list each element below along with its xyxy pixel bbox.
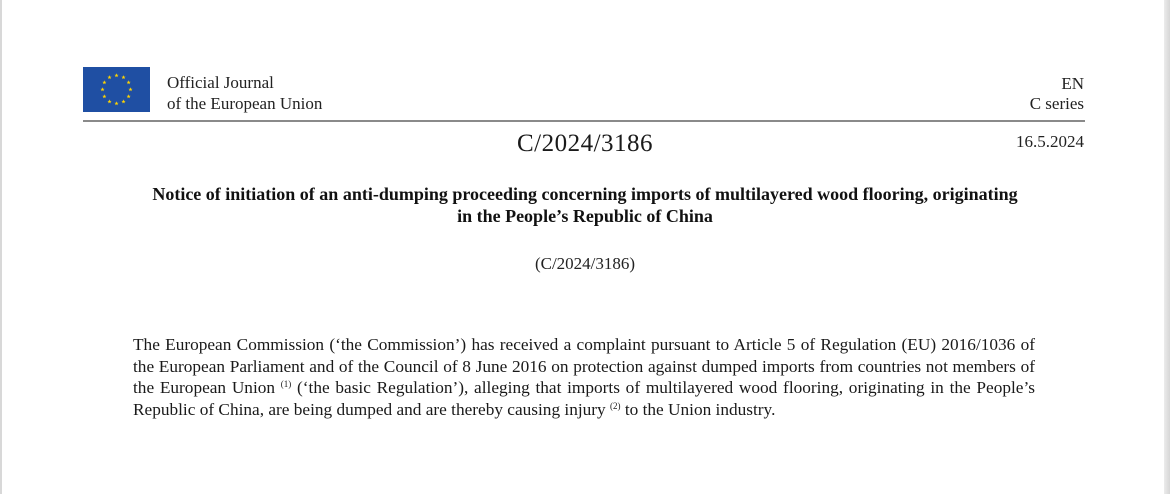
- flag-star: [121, 75, 125, 79]
- body-text-part-1: The European Commission (‘the Commission’) has received a complaint pursuant to Article 5 of Regulation (EU) 2016/1036 of the European Parliament and of the Council of 8 June 2016 on protection against dumped imports from countries not members of the European Union: [133, 335, 1035, 397]
- flag-star: [114, 73, 118, 77]
- notice-reference: (C/2024/3186): [534, 254, 636, 273]
- journal-title-line-2: of the European Union: [167, 94, 323, 113]
- notice-title: Notice of initiation of an anti-dumping proceeding concerning imports of multilayered wood flooring, originating in the People’s Republic of China: [152, 184, 1018, 226]
- page-edge-right: [1164, 0, 1170, 494]
- language-code: EN: [1061, 74, 1084, 93]
- body-text-part-2: (‘the basic Regulation’), alleging that imports of multilayered wood flooring, originating in the People’s Republic of China, are being dumped and are thereby causing injury: [133, 378, 1035, 419]
- publication-date: 16.5.2024: [1016, 132, 1084, 151]
- eu-flag-icon: [83, 67, 150, 112]
- flag-star: [102, 80, 106, 84]
- page-edge-left: [0, 0, 2, 494]
- body-paragraph: [133, 334, 1035, 420]
- header-divider: [83, 120, 1085, 122]
- footnote-ref-1[interactable]: (1): [280, 379, 292, 389]
- series-label: C series: [1029, 94, 1084, 113]
- footnote-ref-2[interactable]: (2): [610, 400, 621, 411]
- flag-star: [102, 94, 106, 98]
- flag-star: [127, 80, 131, 84]
- journal-title: [167, 72, 322, 114]
- journal-title-line-1: Official Journal: [167, 73, 274, 92]
- flag-star: [128, 87, 132, 91]
- flag-star: [107, 99, 111, 103]
- flag-star: [127, 94, 131, 98]
- flag-star: [107, 75, 111, 79]
- flag-star: [121, 99, 125, 103]
- body-text-part-3: to the Union industry.: [620, 399, 776, 419]
- language-series-block: [1030, 74, 1084, 114]
- flag-star: [114, 101, 118, 105]
- eu-flag-stars: [83, 67, 150, 112]
- document-number: C/2024/3186: [516, 130, 654, 157]
- flag-star: [100, 87, 104, 91]
